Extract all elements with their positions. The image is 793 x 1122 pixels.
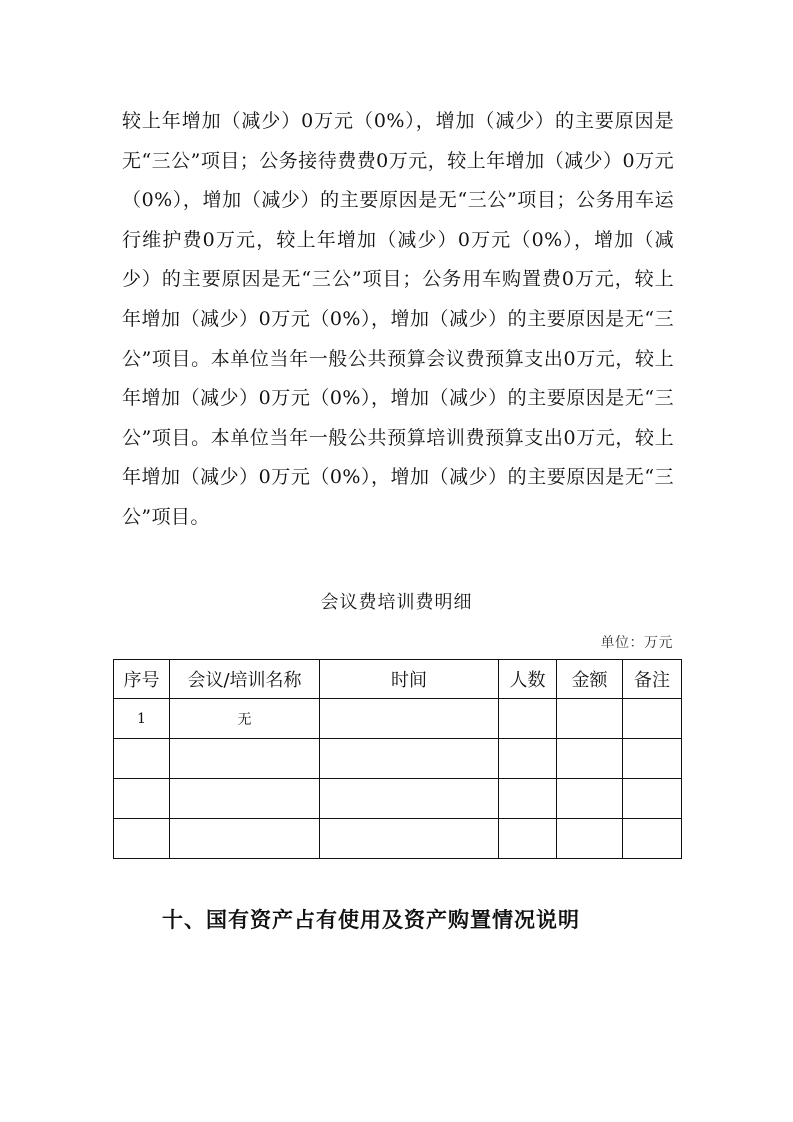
cell-amount — [557, 699, 623, 739]
header-name: 会议/培训名称 — [170, 660, 320, 699]
table-header-row — [114, 660, 682, 699]
cell-time — [320, 739, 499, 779]
cell-name — [170, 819, 320, 859]
budget-explanation-paragraph: 较上年增加（减少）0万元（0%），增加（减少）的主要原因是无“三公”项目；公务接待费费0万元，较上年增加（减少）0万元（0%），增加（减少）的主要原因是无“三公”项目；公务用车运行维护费0万元，较上年增加（减少）0万元（0%），增加（减少）的主要原因是无“三公”项目；公务用车购置费0万元，较上年增加（减少）0万元（0%），增加（减少）的主要原因是无“三公”项目。本单位当年一般公共预算会议费预算支出0万元，较上年增加（减少）0万元（0%），增加（减少）的主要原因是无“三公”项目。本单位当年一般公共预算培训费预算支出0万元，较上年增加（减少）0万元（0%），增加（减少）的主要原因是无“三公”项目。 — [122, 110, 674, 528]
cell-index — [114, 819, 170, 859]
header-amount: 金额 — [557, 660, 623, 699]
cell-time — [320, 779, 499, 819]
cell-remarks — [623, 819, 682, 859]
cell-remarks — [623, 739, 682, 779]
cell-amount — [557, 739, 623, 779]
cell-people — [499, 779, 557, 819]
cell-amount — [557, 779, 623, 819]
cell-name: 无 — [170, 699, 320, 739]
table-row — [114, 739, 682, 779]
table-row — [114, 819, 682, 859]
cell-index — [114, 739, 170, 779]
unit-note: 单位：万元 — [600, 635, 673, 651]
section-heading: 十、国有资产占有使用及资产购置情况说明 — [162, 907, 580, 932]
cell-index — [114, 779, 170, 819]
meeting-training-expense-table — [113, 659, 682, 859]
cell-remarks — [623, 779, 682, 819]
cell-time — [320, 699, 499, 739]
header-people: 人数 — [499, 660, 557, 699]
cell-people — [499, 699, 557, 739]
cell-amount — [557, 819, 623, 859]
cell-index: 1 — [114, 699, 170, 739]
table-title: 会议费培训费明细 — [320, 592, 473, 613]
header-time: 时间 — [320, 660, 499, 699]
header-index: 序号 — [114, 660, 170, 699]
header-remarks: 备注 — [623, 660, 682, 699]
cell-name — [170, 779, 320, 819]
cell-time — [320, 819, 499, 859]
cell-people — [499, 819, 557, 859]
cell-name — [170, 739, 320, 779]
table-row — [114, 779, 682, 819]
cell-remarks — [623, 699, 682, 739]
cell-people — [499, 739, 557, 779]
table-row — [114, 699, 682, 739]
